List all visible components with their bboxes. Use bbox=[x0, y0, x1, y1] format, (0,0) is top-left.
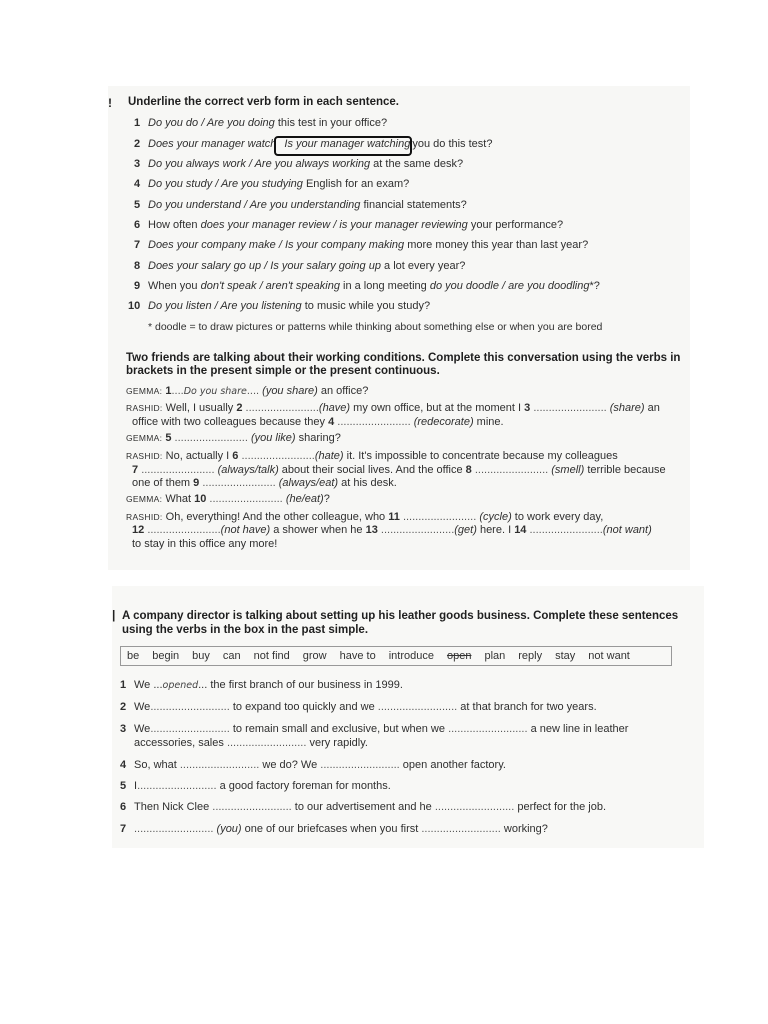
ex3-item-1: 1 We ...opened... the first branch of our business in 1999. bbox=[120, 679, 403, 691]
verb: buy bbox=[192, 650, 210, 662]
ex1-item-3: 3 Do you always work / Are you always working at the same desk? bbox=[134, 158, 464, 170]
answer-circle bbox=[274, 136, 412, 156]
exercise-3-heading-line2: using the verbs in the box in the past simple. bbox=[122, 624, 369, 636]
ex3-item-5: 5 I.......................... a good factory foreman for months. bbox=[120, 780, 391, 792]
dialogue-line: GEMMA: 5 ........................ (you like) sharing? bbox=[126, 432, 341, 444]
ex1-item-2: 2 Does your manager watch Is your manager watching you do this test? bbox=[134, 138, 493, 150]
exercise-3-heading-line1: A company director is talking about setting up his leather goods business. Complete these sentences bbox=[122, 610, 679, 622]
verb: not find bbox=[253, 650, 290, 662]
exercise-marker: ! bbox=[108, 96, 112, 110]
verb: stay bbox=[555, 650, 576, 662]
verb-box bbox=[120, 646, 672, 666]
ex3-item-3-cont: accessories, sales .......................... very rapidly. bbox=[134, 737, 368, 749]
verb: introduce bbox=[388, 650, 434, 662]
ex1-item-4: 4 Do you study / Are you studying English for an exam? bbox=[134, 178, 410, 190]
exercise-2-heading-line1: Two friends are talking about their working conditions. Complete this conversation using the verbs in bbox=[126, 352, 681, 364]
ex1-item-8: 8 Does your salary go up / Is your salary going up a lot every year? bbox=[134, 260, 466, 272]
ex1-item-10: 10 Do you listen / Are you listening to music while you study? bbox=[128, 300, 431, 312]
ex1-item-9: 9 When you don't speak / aren't speaking in a long meeting do you doodle / are you doodling*? bbox=[134, 280, 600, 292]
ex1-item-1: 1 Do you do / Are you doing this test in your office? bbox=[134, 117, 388, 129]
verb: not want bbox=[588, 650, 630, 662]
dialogue-line: RASHID: Oh, everything! And the other colleague, who 11 ........................ (cycle) to work every day, bbox=[126, 511, 604, 523]
dialogue-line: GEMMA: 1....Do you share.... (you share) an office? bbox=[126, 385, 369, 397]
verb: be bbox=[127, 650, 140, 662]
exercise-marker: | bbox=[112, 608, 116, 622]
verb: plan bbox=[484, 650, 506, 662]
exercise-2-heading-line2: brackets in the present simple or the present continuous. bbox=[126, 365, 440, 377]
ex1-item-7: 7 Does your company make / Is your company making more money this year than last year? bbox=[134, 239, 589, 251]
ex3-item-3: 3 We.......................... to remain small and exclusive, but when we .......................... a new line in leather bbox=[120, 723, 629, 735]
dialogue-line: 7 ........................ (always/talk) about their social lives. And the office 8 ........................ (smell) terrible because bbox=[132, 464, 666, 476]
dialogue-line: GEMMA: What 10 ........................ (he/eat)? bbox=[126, 493, 330, 505]
ex1-item-5: 5 Do you understand / Are you understanding financial statements? bbox=[134, 199, 467, 211]
verb: begin bbox=[152, 650, 180, 662]
circled-answer: Is your manager watching bbox=[284, 138, 411, 150]
verb: can bbox=[222, 650, 241, 662]
ex1-item-6: 6 How often does your manager review / is your manager reviewing your performance? bbox=[134, 219, 564, 231]
dialogue-line: 12 ........................(not have) a shower when he 13 ........................(get) here. I 14 ........................(not want) bbox=[132, 524, 652, 536]
ex3-item-7: 7 .......................... (you) one of our briefcases when you first .......................... working? bbox=[120, 823, 548, 835]
ex3-item-2: 2 We.......................... to expand too quickly and we .......................... at that branch for two years. bbox=[120, 701, 597, 713]
verb-crossed-out: open bbox=[446, 650, 472, 662]
verb: grow bbox=[302, 650, 327, 662]
dialogue-line: RASHID: Well, I usually 2 ........................(have) my own office, but at the moment I 3 ........................ (share) an bbox=[126, 402, 660, 414]
ex3-item-4: 4 So, what .......................... we do? We .......................... open another factory. bbox=[120, 759, 506, 771]
dialogue-line: office with two colleagues because they 4 ........................ (redecorate) mine. bbox=[132, 416, 504, 428]
handwritten-answer: opened bbox=[162, 680, 199, 691]
handwritten-answer: Do you share bbox=[183, 386, 247, 397]
dialogue-line: RASHID: No, actually I 6 ........................(hate) it. It's impossible to concentrate because my colleagues bbox=[126, 450, 618, 462]
dialogue-line: to stay in this office any more! bbox=[132, 538, 278, 550]
verb: have to bbox=[339, 650, 376, 662]
footnote: * doodle = to draw pictures or patterns while thinking about something else or when you are bored bbox=[148, 321, 603, 333]
exercise-1-heading: Underline the correct verb form in each sentence. bbox=[128, 96, 399, 108]
ex3-item-6: 6 Then Nick Clee .......................... to our advertisement and he .......................... perfect for the job. bbox=[120, 801, 607, 813]
dialogue-line: one of them 9 ........................ (always/eat) at his desk. bbox=[132, 477, 397, 489]
verb: reply bbox=[518, 650, 543, 662]
